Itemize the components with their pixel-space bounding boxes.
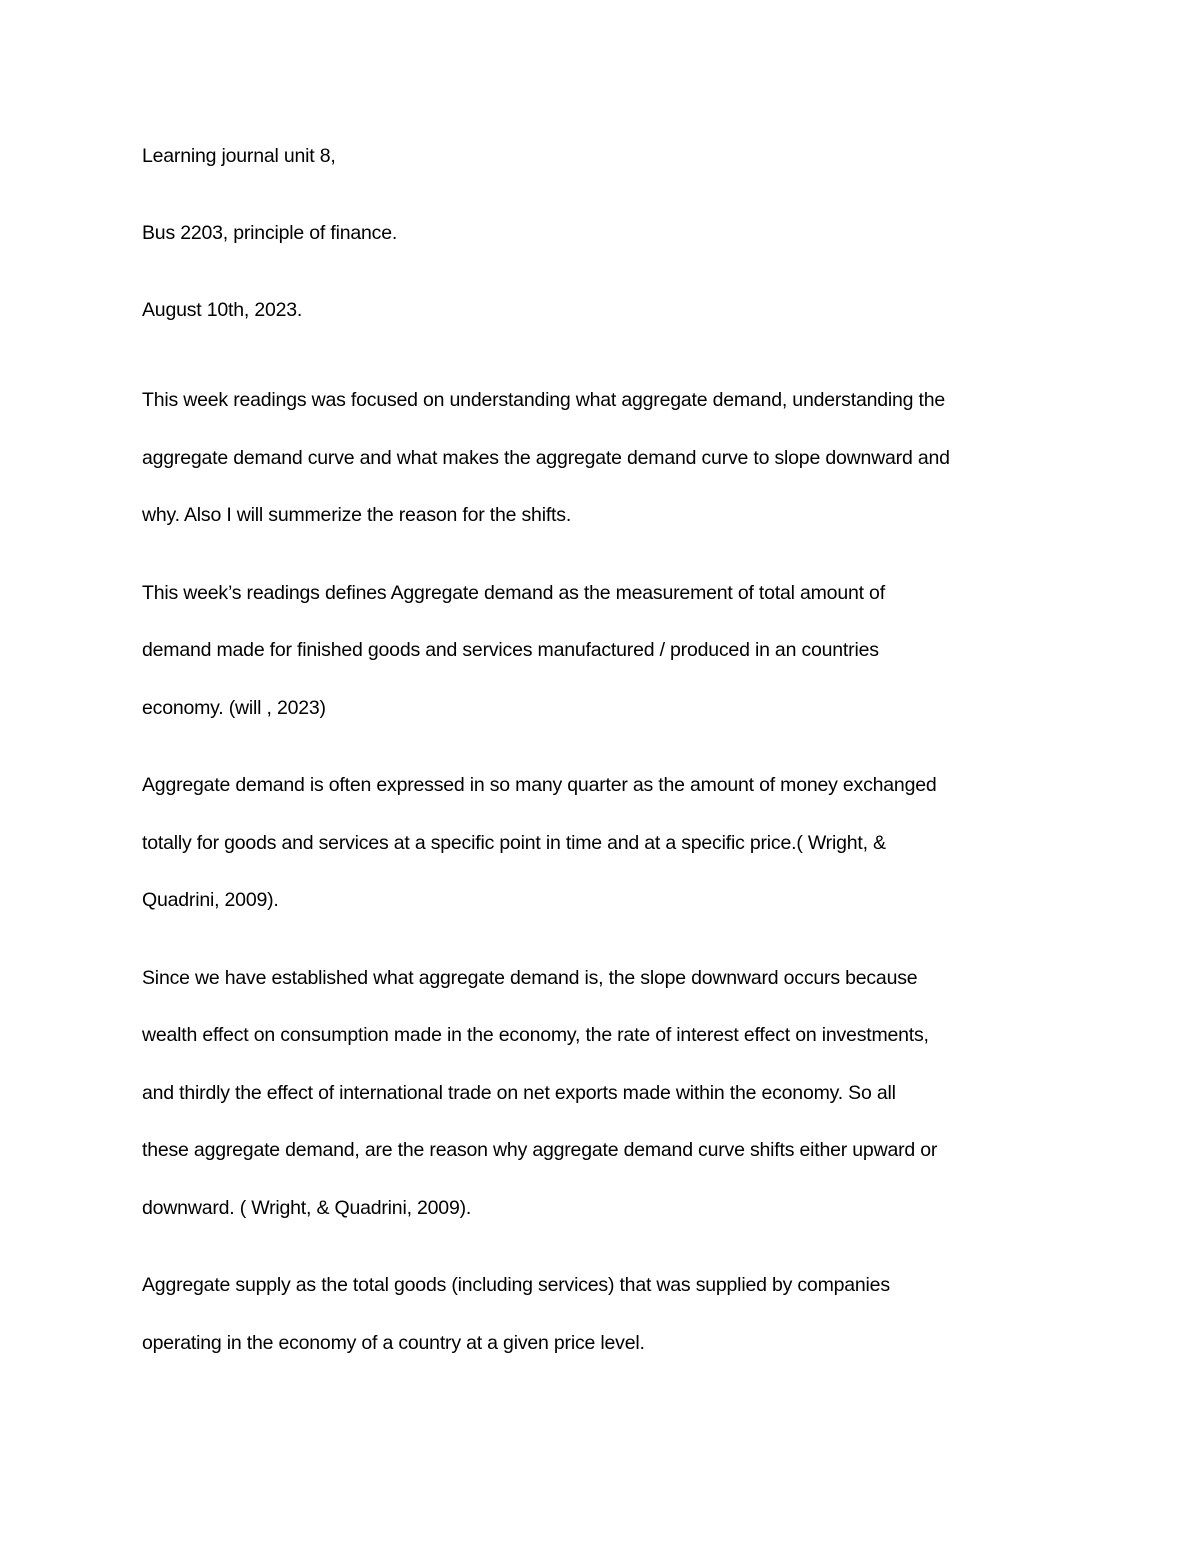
- text-line: and thirdly the effect of international trade on net exports made within the economy. So all: [142, 1081, 896, 1104]
- course-name: Bus 2203, principle of finance.: [142, 222, 398, 244]
- paragraph-supply: [142, 1257, 1060, 1372]
- text-line: This week readings was focused on understanding what aggregate demand, understanding the: [142, 389, 946, 411]
- paragraph-intro: [142, 372, 1060, 545]
- paragraph-expression: [142, 757, 1060, 930]
- paragraph-definition: [142, 565, 1060, 738]
- text-line: economy. (will , 2023): [142, 696, 326, 719]
- document-body: [142, 141, 1060, 1392]
- text-line: why. Also I will summerize the reason for the shifts.: [142, 504, 572, 526]
- journal-date: August 10th, 2023.: [142, 299, 303, 321]
- text-line: downward. ( Wright, & Quadrini, 2009).: [142, 1196, 472, 1219]
- text-line: Aggregate supply as the total goods (including services) that was supplied by companies: [142, 1274, 890, 1296]
- text-line: This week’s readings defines Aggregate demand as the measurement of total amount of: [142, 581, 885, 604]
- journal-title: Learning journal unit 8,: [142, 145, 336, 167]
- text-line: aggregate demand curve and what makes the aggregate demand curve to slope downward and: [142, 446, 950, 469]
- text-line: wealth effect on consumption made in the economy, the rate of interest effect on investments,: [142, 1024, 929, 1046]
- text-line: Since we have established what aggregate demand is, the slope downward occurs because: [142, 966, 918, 989]
- text-line: Quadrini, 2009).: [142, 889, 279, 911]
- text-line: totally for goods and services at a specific point in time and at a specific price.( Wright, &: [142, 831, 886, 854]
- text-line: Aggregate demand is often expressed in so many quarter as the amount of money exchanged: [142, 774, 937, 796]
- text-line: operating in the economy of a country at a given price level.: [142, 1331, 645, 1354]
- paragraph-slope: [142, 950, 1060, 1238]
- text-line: these aggregate demand, are the reason why aggregate demand curve shifts either upward or: [142, 1139, 938, 1161]
- text-line: demand made for finished goods and services manufactured / produced in an countries: [142, 639, 879, 661]
